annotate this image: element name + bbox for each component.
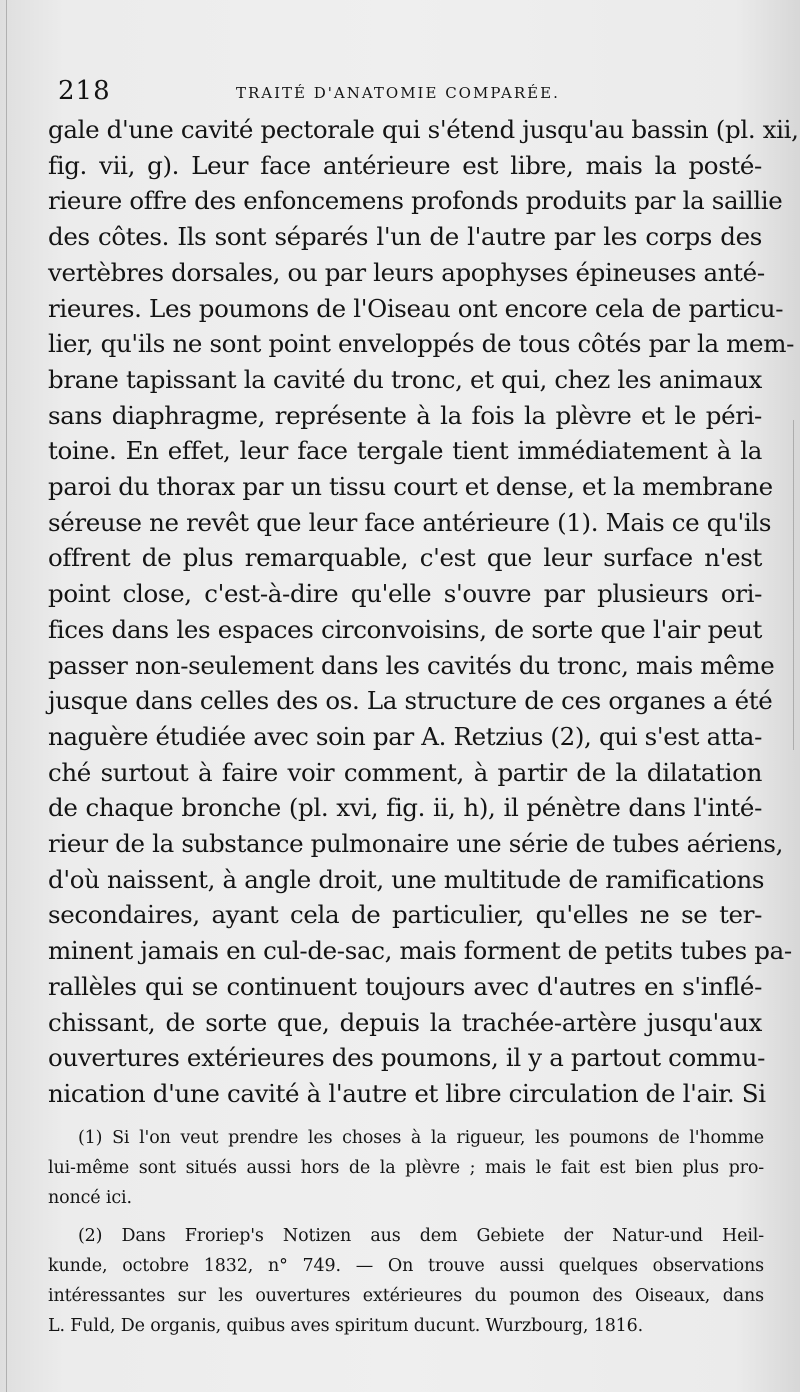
main-text-block <box>48 112 799 1112</box>
footnote-1-line-1: (1) Si l'on veut prendre les choses à la rigueur, les poumons de l'homme <box>78 1128 764 1148</box>
text-line-7: lier, qu'ils ne sont point enveloppés de tous côtés par la mem- <box>48 329 795 359</box>
text-line-8: brane tapissant la cavité du tronc, et qui, chez les animaux <box>48 364 762 394</box>
text-line-4: des côtes. Ils sont séparés l'un de l'autre par les corps des <box>48 222 762 252</box>
footnotes <box>48 1124 764 1342</box>
text-line-13: offrent de plus remarquable, c'est que leur surface n'est <box>48 543 762 573</box>
text-line-1: gale d'une cavité pectorale qui s'étend jusqu'au bassin (pl. xii, <box>48 115 799 144</box>
footnote-spacer <box>48 1213 764 1222</box>
footnote-2-line-2: kunde, octobre 1832, n° 749. — On trouve aussi quelques observations <box>48 1256 764 1277</box>
footnote-2-line-4: L. Fuld, De organis, quibus aves spiritum ducunt. Wurzbourg, 1816. <box>48 1315 644 1336</box>
running-head: TRAITÉ D'ANATOMIE COMPARÉE. <box>236 84 560 102</box>
text-line-17: jusque dans celles des os. La structure de ces organes a été <box>48 686 773 716</box>
text-line-27: ouvertures extérieures des poumons, il y a partout commu- <box>48 1043 766 1073</box>
footnote-2-line-3: intéressantes sur les ouvertures extérieures du poumon des Oiseaux, dans <box>48 1285 764 1306</box>
footnote-2-line-1: (2) Dans Froriep's Notizen aus dem Gebiete der Natur-und Heil- <box>78 1226 764 1247</box>
text-line-23: secondaires, ayant cela de particulier, qu'elles ne se ter- <box>48 900 762 930</box>
left-page-edge-mark <box>6 0 7 1392</box>
text-line-20: de chaque bronche (pl. xvi, fig. ii, h), il pénètre dans l'inté- <box>48 793 762 823</box>
text-line-15: fices dans les espaces circonvoisins, de sorte que l'air peut <box>48 614 762 644</box>
text-line-19: ché surtout à faire voir comment, à partir de la dilatation <box>48 757 762 787</box>
right-page-edge-mark <box>793 420 794 750</box>
text-line-10: toine. En effet, leur face tergale tient immédiatement à la <box>48 436 762 466</box>
footnote-1-line-3: noncé ici. <box>48 1187 132 1208</box>
text-line-16: passer non-seulement dans les cavités du tronc, mais même <box>48 650 775 680</box>
text-line-6: rieures. Les poumons de l'Oiseau ont encore cela de particu- <box>48 293 784 323</box>
text-line-5: vertèbres dorsales, ou par leurs apophyses épineuses anté- <box>48 257 765 287</box>
text-line-25: rallèles qui se continuent toujours avec d'autres en s'inflé- <box>48 971 762 1001</box>
text-line-28: nication d'une cavité à l'autre et libre circulation de l'air. Si <box>48 1078 766 1108</box>
text-line-21: rieur de la substance pulmonaire une série de tubes aériens, <box>48 829 784 859</box>
text-line-3: rieure offre des enfoncemens profonds produits par la saillie <box>48 186 783 216</box>
text-line-18: naguère étudiée avec soin par A. Retzius (2), qui s'est atta- <box>48 721 762 751</box>
text-line-11: paroi du thorax par un tissu court et dense, et la membrane <box>48 472 773 502</box>
text-line-24: minent jamais en cul-de-sac, mais forment de petits tubes pa- <box>48 936 792 966</box>
text-line-26: chissant, de sorte que, depuis la trachée-artère jusqu'aux <box>48 1007 762 1037</box>
text-line-2: fig. vii, g). Leur face antérieure est libre, mais la posté- <box>48 150 762 180</box>
text-line-22: d'où naissent, à angle droit, une multitude de ramifications <box>48 864 765 894</box>
page-number: 218 <box>58 76 111 106</box>
text-line-9: sans diaphragme, représente à la fois la plèvre et le péri- <box>48 400 762 430</box>
text-line-12: séreuse ne revêt que leur face antérieure (1). Mais ce qu'ils <box>48 507 772 537</box>
footnote-1-line-2: lui-même sont situés aussi hors de la plèvre ; mais le fait est bien plus pro- <box>48 1157 764 1178</box>
page-header <box>58 76 748 108</box>
text-line-14: point close, c'est-à-dire qu'elle s'ouvre par plusieurs ori- <box>48 579 762 609</box>
